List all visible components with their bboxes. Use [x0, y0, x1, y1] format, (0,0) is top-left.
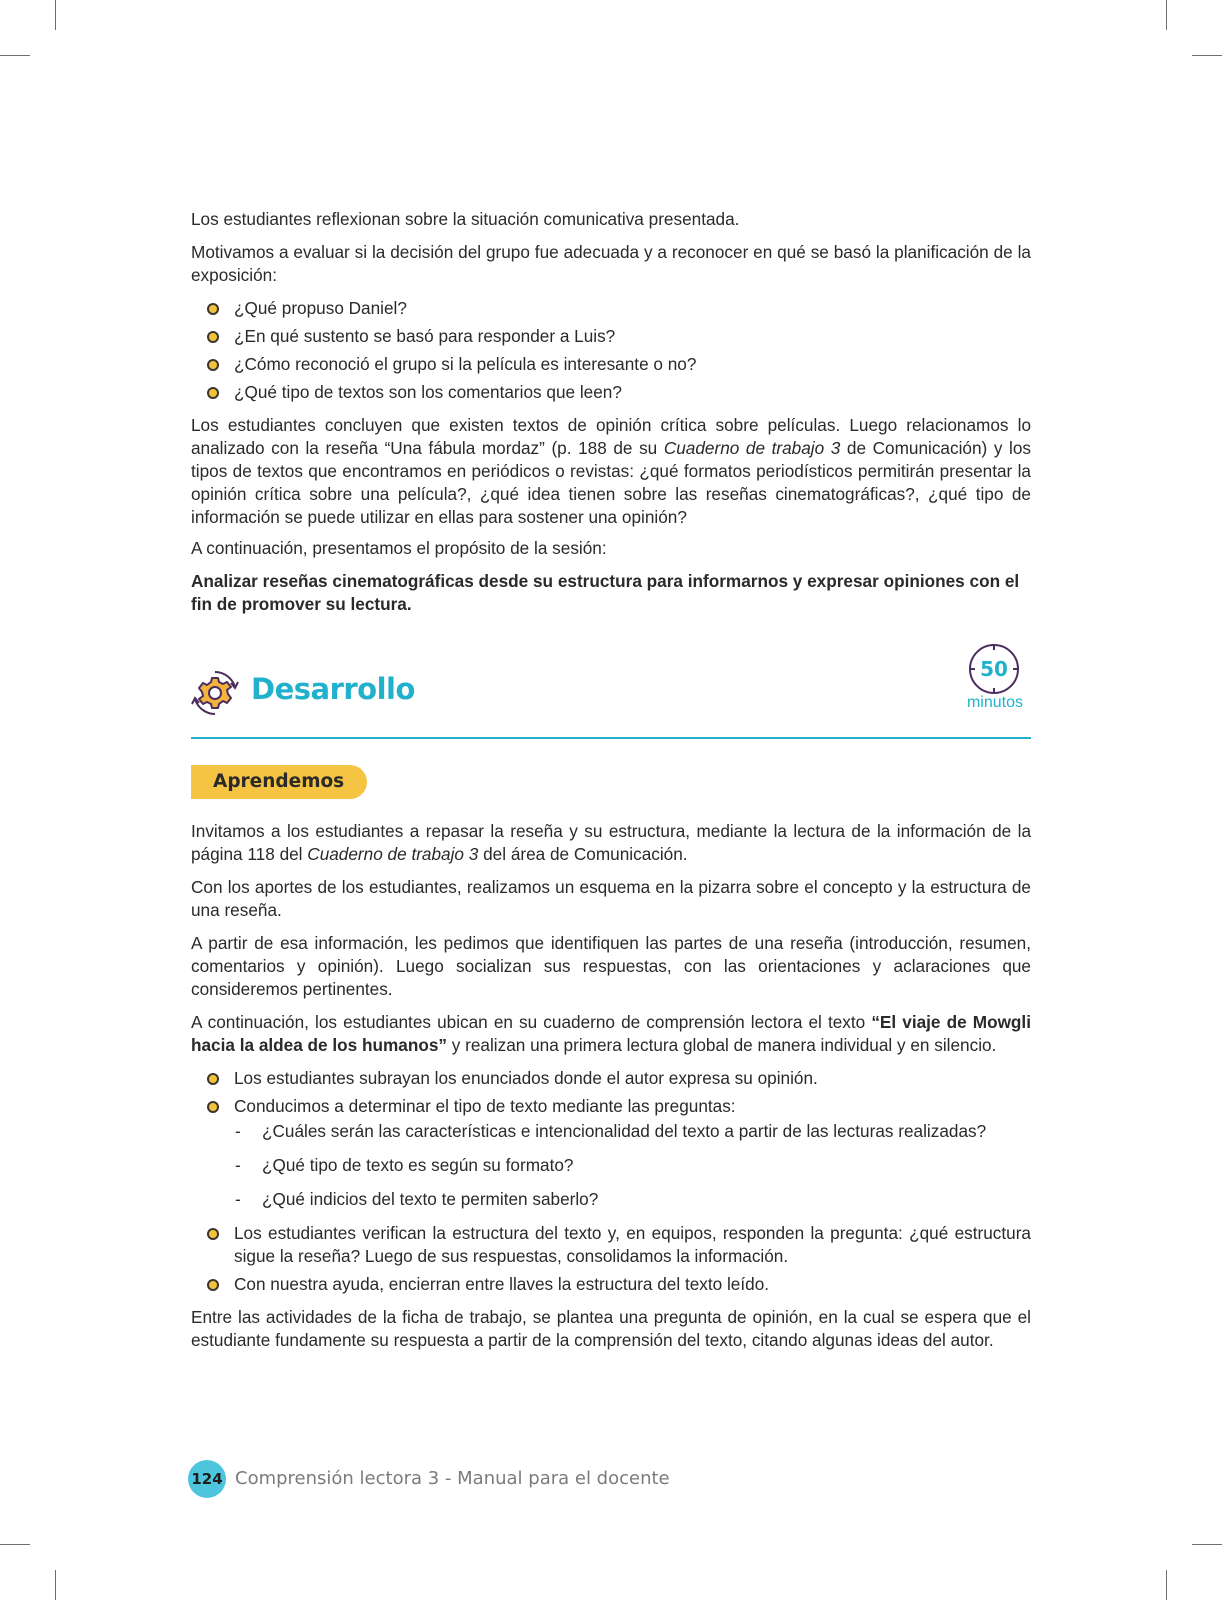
page-number: 124 [188, 1460, 226, 1498]
section-title: Desarrollo [251, 672, 415, 706]
sub-list-item: - ¿Cuáles serán las características e intencionalidad del texto a partir de las lecturas realizadas? [235, 1121, 987, 1141]
bullet-dot-icon [207, 331, 219, 343]
crop-mark [1166, 0, 1167, 30]
bullet-dot-icon [207, 387, 219, 399]
paragraph: Los estudiantes reflexionan sobre la situación comunicativa presentada. [191, 209, 740, 229]
bullet-dot-icon [207, 1073, 219, 1085]
list-item: ¿Cómo reconoció el grupo si la película es interesante o no? [191, 353, 1031, 376]
list-item: ¿En qué sustento se basó para responder a Luis? [191, 325, 1031, 348]
crop-mark [0, 55, 30, 56]
paragraph: Los estudiantes concluyen que existen textos de opinión crítica sobre películas. Luego relacionamos lo analizado con la reseña “Una fábula mordaz” (p. 188 de su Cuaderno de trabajo 3 de Comunicación) y los tipos de textos que encontramos en periódicos o revistas: ¿qué formatos periodísticos permitirán presentar la opinión crítica sobre una película?, ¿qué idea tienen sobre las reseñas cinematográficas?, ¿qué tipo de información se puede utilizar en ellas para sostener una opinión? [191, 415, 1031, 527]
paragraph: A partir de esa información, les pedimos que identifiquen las partes de una reseña (introducción, resumen, comentarios y opinión). Luego socializan sus respuestas, con las orientaciones y aclaraciones que consideremos pertinentes. [191, 933, 1031, 999]
sub-list-item: - ¿Qué indicios del texto te permiten saberlo? [235, 1189, 599, 1209]
bullet-dot-icon [207, 1228, 219, 1240]
paragraph: Entre las actividades de la ficha de trabajo, se plantea una pregunta de opinión, en la cual se espera que el estudiante fundamente su respuesta a partir de la comprensión del texto, citando algunas ideas del autor. [191, 1307, 1031, 1350]
sub-list-item: - ¿Qué tipo de texto es según su formato? [235, 1155, 574, 1175]
session-purpose: Analizar reseñas cinematográficas desde su estructura para informarnos y expresar opiniones con el fin de promover su lectura. [191, 571, 1020, 614]
duration-value: 50 [980, 657, 1008, 681]
crop-mark [55, 1570, 56, 1600]
crop-mark [1192, 1544, 1222, 1545]
gear-icon [191, 669, 239, 717]
crop-mark [55, 0, 56, 30]
paragraph: A continuación, presentamos el propósito de la sesión: [191, 538, 607, 558]
duration-unit: minutos [966, 694, 1023, 711]
list-item: Con nuestra ayuda, encierran entre llaves la estructura del texto leído. [191, 1273, 1031, 1296]
list-item: ¿Qué propuso Daniel? [191, 297, 1031, 320]
sub-question-list [234, 1120, 1031, 1211]
question-list [191, 297, 1031, 404]
bullet-dot-icon [207, 1101, 219, 1113]
bullet-dot-icon [207, 359, 219, 371]
section-tag: Aprendemos [191, 765, 367, 799]
paragraph: Invitamos a los estudiantes a repasar la reseña y su estructura, mediante la lectura de la información de la página 118 del Cuaderno de trabajo 3 del área de Comunicación. [191, 821, 1031, 864]
crop-mark [1192, 55, 1222, 56]
list-item: Los estudiantes subrayan los enunciados donde el autor expresa su opinión. [191, 1067, 1031, 1090]
crop-mark [1166, 1570, 1167, 1600]
paragraph: Con los aportes de los estudiantes, realizamos un esquema en la pizarra sobre el concepto y la estructura de una reseña. [191, 877, 1031, 920]
bullet-dot-icon [207, 303, 219, 315]
list-item: Los estudiantes verifican la estructura del texto y, en equipos, responden la pregunta: ¿qué estructura sigue la reseña? Luego de sus respuestas, consolidamos la información. [191, 1222, 1031, 1268]
activity-list [191, 1067, 1031, 1296]
footer-title: Comprensión lectora 3 - Manual para el docente [235, 1468, 670, 1489]
bullet-dot-icon [207, 1279, 219, 1291]
page-content [191, 208, 1031, 1352]
paragraph: Motivamos a evaluar si la decisión del grupo fue adecuada y a reconocer en qué se basó la planificación de la exposición: [191, 242, 1031, 285]
list-item: ¿Qué tipo de textos son los comentarios que leen? [191, 381, 1031, 404]
crop-mark [0, 1544, 30, 1545]
list-item: Conducimos a determinar el tipo de texto mediante las preguntas: - ¿Cuáles serán las características e intencionalidad del texto a partir de las lecturas realizadas? - ¿Qué tipo de texto es según su formato? - ¿Qué indicios del texto te permiten saberlo? [191, 1095, 1031, 1211]
section-header [191, 642, 1031, 739]
paragraph: A continuación, los estudiantes ubican en su cuaderno de comprensión lectora el texto “El viaje de Mowgli hacia la aldea de los humanos” y realizan una primera lectura global de manera individual y en silencio. [191, 1012, 1031, 1055]
